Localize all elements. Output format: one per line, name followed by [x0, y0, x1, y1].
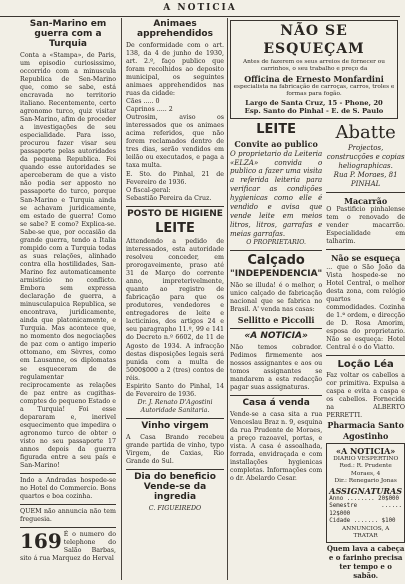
calcado-headline: Calçado [247, 253, 305, 269]
monfardini-headline: NÃO SE ESQUEÇAM [263, 23, 365, 57]
nao-esqueca-headline: Não se esqueça [331, 253, 401, 264]
annuncios-note: ANNUNCIOS, A TRATAR [341, 525, 390, 539]
column-3-right [326, 121, 405, 581]
telephone-ad-text: É o numero do telephone do Salão Barbas, sito á rua Marquez do Herval [20, 531, 116, 563]
posto-leite-headline: LEITE [155, 220, 195, 236]
column-3-left [230, 121, 322, 581]
locao-headline: Loção Léa [337, 359, 394, 371]
monfardini-address-1: Largo de Santa Cruz, 15 - Phone, 20 [245, 98, 383, 107]
vinho-headline: Vinho virgem [141, 420, 209, 431]
quem-annuncia-ad: QUEM não annuncia não tem freguesia. [20, 508, 116, 524]
leite-body: O proprietario da Leiteria «ELZA» convida o publico a fazer uma visita a referida leiteria para verificar as condições hygienicas como elle é vendido e avisa que vende leite em meios litros, litros, garrafas e meias garrafas. [230, 149, 323, 239]
monfardini-address-2: Esp. Santo do Pinhal - E. de S. Paulo [244, 107, 384, 116]
masthead [0, 0, 400, 17]
abatte-headline: Abatte [335, 122, 396, 144]
posto-signature: Dr. J. Renato D'Agostini Autoridade Sanitaria. [137, 398, 213, 414]
dia-headline: Dia do beneficio Vende-se da ingredia [134, 472, 216, 502]
column-3 [230, 18, 405, 581]
locao-body: Faz voltar os cabellos a cor primitiva. Expulsa a caspa e evita a caspa e os cabellos. Fornecida na ALBERTO PERRETTI. [326, 372, 405, 420]
article-headline: San-Marino em guerra com a Turquia [29, 19, 107, 49]
abatte-body: Projectos, construcções e copias heliographicas. Rua P. Moraes, 81 PINHAL [326, 144, 405, 188]
noticia-box-editorial: Red.: R. Prudente Moraes, 4 Dir.: Renegario Jonas [334, 463, 397, 485]
noticia-box-subtitle: DIARIO VESPERTINO [333, 456, 399, 463]
article-body: Conta a «Stampa», de Paris, um episodio curiosissimo, occorrido com a minuscula Republica de Sen-Marino que, como se sabe, está encravada no territorio italiano. Recentemente, certo agronomo turco, quiz visitar San-Marino, afim de proceder a investigações de seu especialidade. Para isso, procurou fazer visar seu passaporte pelas autoridades da pequena Republica. Foi quando esse autoridades se aperceberam de que a visto não podia ser apposto no passaporte do turco, porque San-Marino e Turquia ainda se achavam juridicamente, em estado de guerra! Como se sabe? E como? Explica-se. Sabe-se que, por occasião da grande guerra, tendo a Italia rompido com a Turquia todas as suas relações, alinhado contra ella hostilidades, San-Marino fez automaticamente armistício no conflicto. Embora sem expressa declaração de guerra, a minusculapuica Republica, se encontrava, juridicamente, ainda que platonicamente, e Turquia. Mas acontece que, no momento dos negociações de paz com o antigo imperio ottomano, em Sèvres, como em Lausanne, os diplomatas se esqueceram de de regulamentar reciprocamente as relações de paz entre as cugithas-comptes do pequeno Estado e a Turquia! Foi esse depararam e, inerivel esquecimento que impedira o agronomo turco de obter o visto no seu passaporte 17 annos depois da guerra figurada entre a seu país e San-Marino! [20, 51, 116, 470]
divider [230, 250, 322, 251]
dia-signature: C. FIGUEIREDO [148, 504, 202, 512]
column-divider [227, 18, 228, 580]
animaes-body-2: Outrosim, aviso os interessados que os animaes acima referidos, que não forem reclamados dentro de tres dias, serão vendidos em leilão ou executados, e paga a taxa multa. E. Sto. do Pinhal, 21 de Fevereiro de 1936. O fiscal-geral: Sebastião Pereira da Cruz. [126, 114, 224, 202]
divider [326, 249, 405, 250]
monfardini-ad [230, 20, 398, 119]
monfardini-desc: especialista na fabricação de carroças, carros, troles e formas para fogão. [233, 83, 395, 98]
divider [20, 504, 116, 505]
hotel-ad: Indo a Andradas hospede-se no Hotel do Commercio. Bons quartos e boa cozinha. [20, 477, 116, 501]
calcado-signature: Sellitto e Piccolli [237, 314, 315, 325]
noticia-box-title: «A NOTICIA» [335, 445, 396, 456]
divider [326, 355, 405, 356]
vinho-body: A Casa Brando recebeu grande partida de vinho, typo Virgem, de Caxias, Rio Grande do Sul. [126, 433, 224, 465]
pharmacia-name: Pharmacia Santo Agostinho [327, 420, 404, 441]
quem-lava-ad: Quem lava a cabeça e o farinho precisa ter tempo e o sabão. [326, 544, 405, 581]
animaes-headline: Animaes apprehendidos [137, 19, 213, 39]
divider [126, 206, 224, 207]
masthead-title: A NOTICIA [163, 3, 237, 13]
column-divider [121, 18, 122, 580]
nao-esqueca-body: ... que o São João da Vista hospede-se no Hotel Central, o melhor desta zona, com relógio quartos e commodidades. Cozinha de 1.ª ordem, e direcção de D. Rosa Amorim, esposa do proprietario. Não se esqueça: Hotel Central é o do Viatto. [326, 263, 405, 352]
noticia-box [326, 443, 405, 544]
animaes-body: De conformidade com o art. 138, da 4 de junho de 1930, art. 2.º, faço publico que foram recolhidos ao deposito municipal, os seguintes animaes apprehendidos nas ruas da cidade: [126, 41, 224, 98]
animaes-list: Cães ..... 0 Caprinos ..... 2 [126, 98, 173, 114]
telephone-number: 169 [20, 529, 62, 554]
macarrao-headline: Macarrão [344, 195, 388, 206]
telephone-ad [20, 531, 116, 563]
divider [20, 527, 116, 528]
leite-headline: LEITE [256, 122, 296, 138]
divider [126, 418, 224, 419]
divider [326, 192, 405, 193]
noticia-notice-body: Não temos cobrador. Pedimos firmemente aos nossos assignantes e aos ou tomos assignantes se mandarem a esta redacção pagar suas assignaturas. [230, 343, 323, 391]
column-3-split [230, 121, 405, 581]
divider [20, 473, 116, 474]
posto-headline: POSTO DE HIGIENE [127, 208, 223, 219]
monfardini-intro: Antes de fazerem os seus arreios de fornecer ou carrinhos, o seu trabalho e preço da [242, 58, 386, 73]
divider [230, 395, 322, 396]
leite-subheadline: Convite ao publico [234, 139, 318, 150]
divider [230, 328, 322, 329]
casa-headline: Casa á venda [242, 397, 310, 408]
assinaturas-rates: Anno ........ 20$000 Semestre ...... 12$000 Cidade ....... $100 [329, 495, 403, 525]
calcado-body: Não se illuda! é o melhor, o unico calçado de fabricação nacional que se fabrica no Brasil. A' venda nas casas: [230, 282, 323, 314]
calcado-subheadline: "INDEPENDENCIA" [230, 269, 323, 280]
column-2 [126, 18, 224, 580]
macarrao-body: O Pastificio pinhalense tem o renovado de vender macarrão. Especialidade em talharim. [326, 206, 405, 246]
column-1 [20, 18, 116, 580]
leite-signature: O PROPRIETARIO. [246, 239, 307, 247]
noticia-notice-headline: «A NOTICIA» [244, 330, 308, 341]
assinaturas-headline: ASSIGNATURAS [329, 485, 403, 496]
casa-body: Vende-se a casa sita a rua Venceslau Braz n. 9, esquina da rua Prudente de Moraes, a preço razoavel, portas, e vista. A casa é assoalhada, forrada, envidraçada e com installações hygienicas completas. Informações com o dr. Abelardo Cesar. [230, 410, 323, 483]
posto-body: Attendendo a pedido de interessados, esta autoridade resolveu conceder, em prorogaveimente, praso até 31 de Março do corrente anno, impreterivelmente, quanto ao registro de fabricação para que os produtores, vendedores e entregadores de leite e lacticinios, dos artigos 24 e seu paragrapho 11.º, 99 e 141 do Decreto n.º 6602, de 11 de Agosto de 1934. A infracção destas disposições legais será punida com a multa de 5000$000 a 2 (tres) contos de réis. Espirito Santo do Pinhal, 14 de Fevereiro de 1936. [126, 237, 224, 398]
monfardini-name: Officina de Ernesto Monfardini [244, 73, 384, 84]
divider [126, 469, 224, 470]
